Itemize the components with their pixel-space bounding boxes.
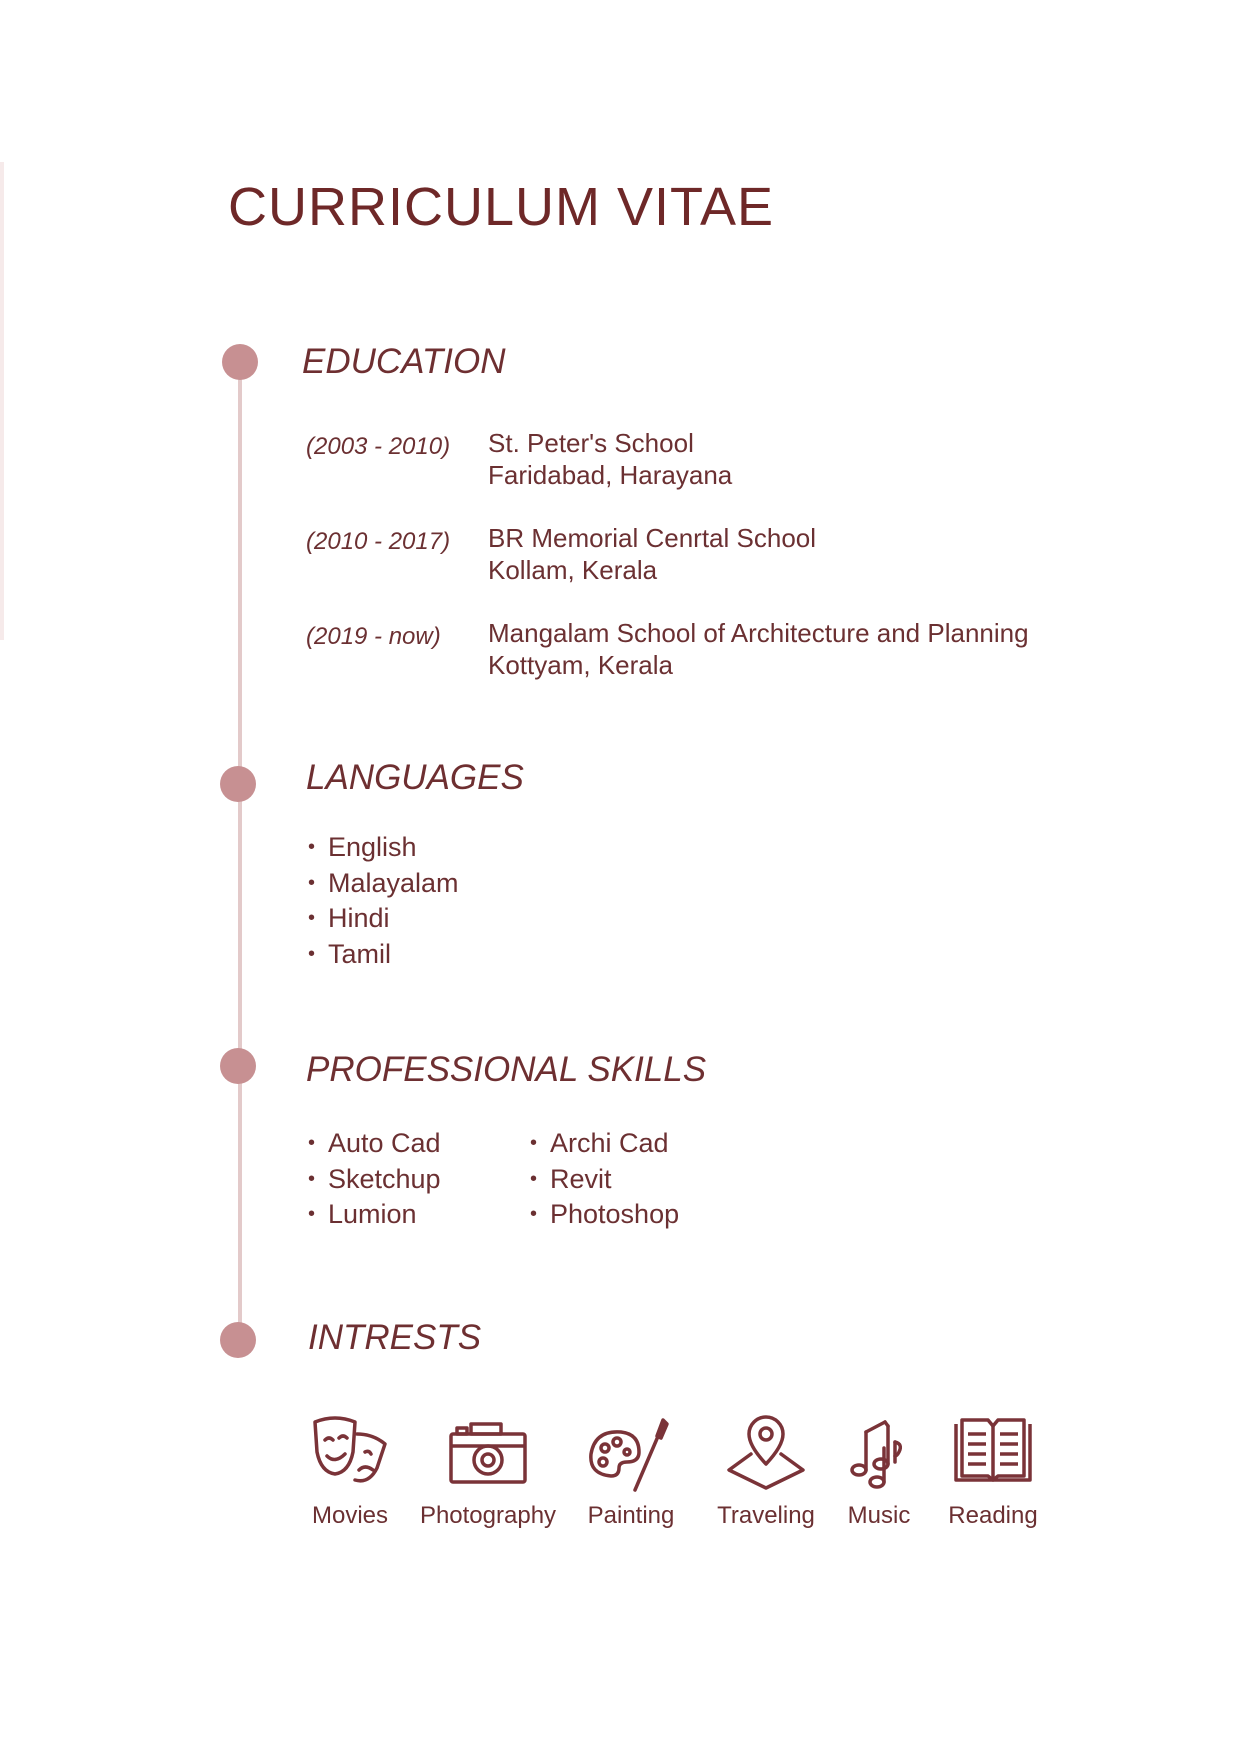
interest-label: Traveling bbox=[717, 1502, 815, 1529]
theater-masks-icon bbox=[305, 1412, 395, 1492]
interest-label: Movies bbox=[311, 1502, 389, 1529]
education-details bbox=[488, 522, 816, 586]
education-details bbox=[488, 427, 732, 491]
page-title: CURRICULUM VITAE bbox=[228, 177, 775, 237]
languages-list bbox=[306, 830, 459, 972]
timeline-dot-languages bbox=[220, 766, 256, 802]
interests-row bbox=[305, 1412, 1055, 1542]
edge-tint bbox=[0, 162, 4, 640]
interest-item bbox=[413, 1412, 563, 1530]
education-years: (2003 - 2010) bbox=[306, 433, 451, 460]
skill-item: • Revit bbox=[528, 1162, 679, 1198]
timeline-line bbox=[238, 364, 242, 1346]
education-location: Kollam, Kerala bbox=[488, 555, 658, 585]
interest-label: Painting bbox=[587, 1502, 675, 1529]
skills-column-2 bbox=[528, 1126, 679, 1233]
education-location: Faridabad, Harayana bbox=[488, 460, 733, 490]
camera-icon bbox=[443, 1412, 533, 1492]
language-item: • Tamil bbox=[306, 937, 459, 973]
interest-item bbox=[941, 1412, 1045, 1530]
education-school: BR Memorial Cenrtal School bbox=[488, 523, 817, 553]
timeline-dot-education bbox=[222, 344, 258, 380]
education-years: (2010 - 2017) bbox=[306, 528, 451, 555]
education-school: Mangalam School of Architecture and Planning bbox=[488, 618, 1029, 648]
skill-item: • Lumion bbox=[306, 1197, 441, 1233]
interest-item bbox=[305, 1412, 395, 1530]
interest-item bbox=[711, 1412, 821, 1530]
skill-item: • Photoshop bbox=[528, 1197, 679, 1233]
map-pin-icon bbox=[721, 1412, 811, 1492]
education-location: Kottyam, Kerala bbox=[488, 650, 673, 680]
interest-label: Reading bbox=[948, 1502, 1038, 1529]
section-title-education: EDUCATION bbox=[302, 342, 506, 381]
music-notes-icon bbox=[839, 1412, 919, 1492]
skills-column-1 bbox=[306, 1126, 441, 1233]
palette-brush-icon bbox=[581, 1412, 681, 1492]
section-title-languages: LANGUAGES bbox=[306, 758, 524, 797]
open-book-icon bbox=[948, 1412, 1038, 1492]
language-item: • Hindi bbox=[306, 901, 459, 937]
section-title-skills: PROFESSIONAL SKILLS bbox=[306, 1050, 707, 1089]
interest-item bbox=[581, 1412, 681, 1530]
section-title-interests: INTRESTS bbox=[308, 1318, 482, 1357]
interest-label: Music bbox=[847, 1502, 911, 1529]
timeline-dot-skills bbox=[220, 1048, 256, 1084]
skill-item: • Auto Cad bbox=[306, 1126, 441, 1162]
education-details bbox=[488, 617, 1029, 681]
interest-label: Photography bbox=[419, 1502, 557, 1529]
timeline-dot-interests bbox=[220, 1322, 256, 1358]
skill-item: • Sketchup bbox=[306, 1162, 441, 1198]
skill-item: • Archi Cad bbox=[528, 1126, 679, 1162]
language-item: • English bbox=[306, 830, 459, 866]
education-school: St. Peter's School bbox=[488, 428, 694, 458]
education-years: (2019 - now) bbox=[306, 623, 441, 650]
language-item: • Malayalam bbox=[306, 866, 459, 902]
interest-item bbox=[839, 1412, 919, 1530]
